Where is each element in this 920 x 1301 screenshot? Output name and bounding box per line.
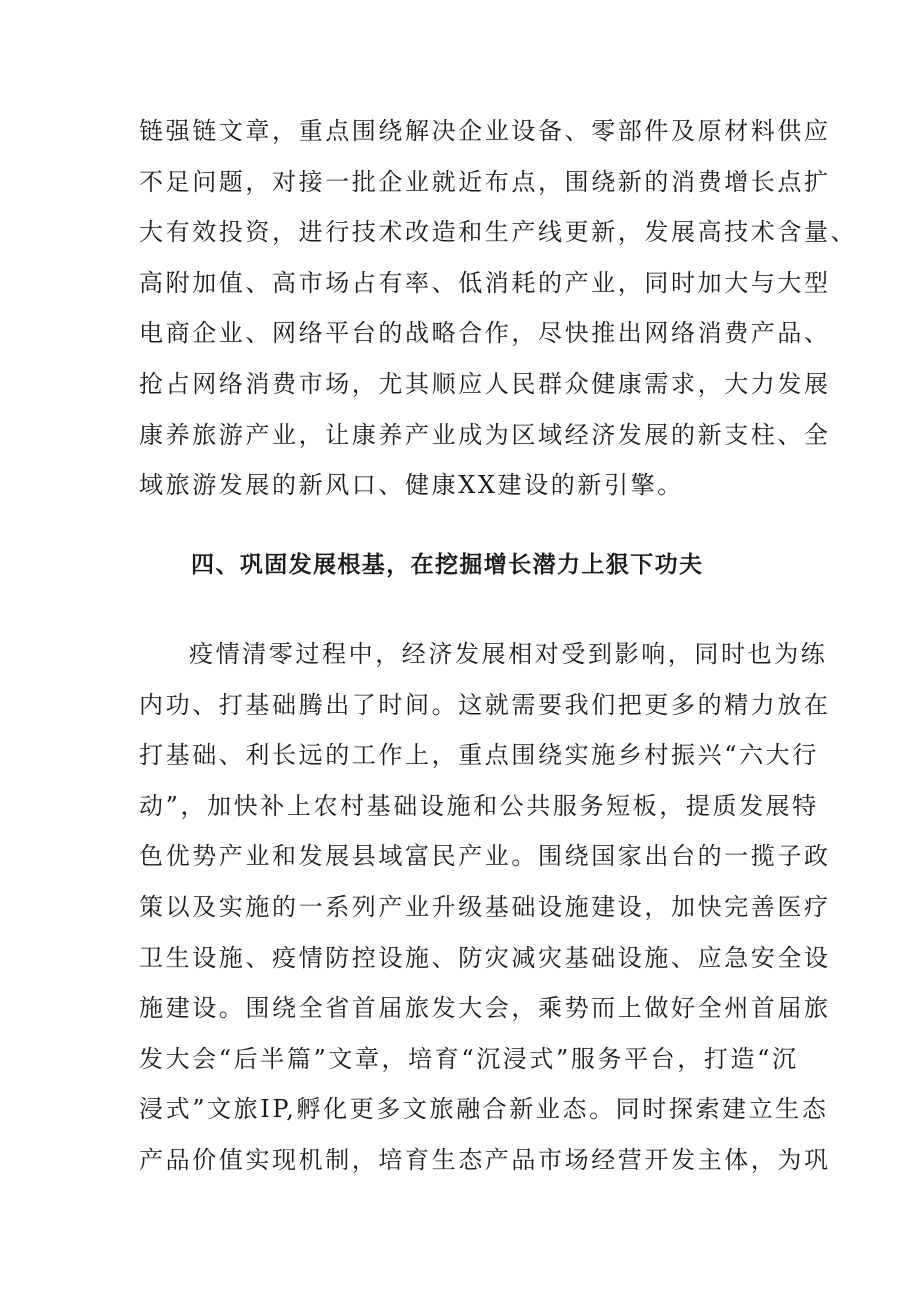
text-line: 康养旅游产业，让康养产业成为区域经济发展的新支柱、全 [139, 420, 831, 449]
text-line-first: 疫情清零过程中，经济发展相对受到影响，同时也为练 [189, 640, 828, 668]
text-line: 大有效投资，进行技术改造和生产线更新，发展高技术含量、 [139, 218, 858, 247]
text-line: 打基础、利长远的工作上，重点围绕实施乡村振兴“六大行 [139, 741, 819, 770]
body-paragraph-1 [139, 106, 858, 511]
text-line: 内功、打基础腾出了时间。这就需要我们把更多的精力放在 [139, 690, 831, 719]
text-line: 域旅游发展的新风口、健康XX建设的新引擎。 [139, 471, 684, 500]
text-line: 浸式”文旅IP,孵化更多文旅融合新业态。同时探索建立生态 [139, 1095, 829, 1124]
text-line: 卫生设施、疫情防控设施、防灾减灾基础设施、应急安全设 [139, 943, 831, 972]
text-line: 电商企业、网络平台的战略合作，尽快推出网络消费产品、 [139, 319, 831, 348]
text-line: 色优势产业和发展县域富民产业。围绕国家出台的一揽子政 [139, 842, 831, 871]
body-paragraph-2 [139, 629, 831, 1186]
text-line: 动”，加快补上农村基础设施和公共服务短板，提质发展特 [139, 791, 819, 820]
text-line: 抢占网络消费市场，尤其顺应人民群众健康需求，大力发展 [139, 369, 831, 398]
text-line: 不足问题，对接一批企业就近布点，围绕新的消费增长点扩 [139, 167, 831, 196]
section-heading: 四、巩固发展根基，在挖掘增长潜力上狠下功夫 [191, 552, 704, 578]
text-line: 施建设。围绕全省首届旅发大会，乘势而上做好全州首届旅 [139, 994, 831, 1023]
text-line: 高附加值、高市场占有率、低消耗的产业，同时加大与大型 [139, 268, 831, 297]
text-line: 链强链文章，重点围绕解决企业设备、零部件及原材料供应 [139, 117, 831, 145]
text-line: 策以及实施的一系列产业升级基础设施建设，加快完善医疗 [139, 892, 831, 921]
text-line: 发大会“后半篇”文章，培育“沉浸式”服务平台，打造“沉 [139, 1044, 799, 1073]
text-line: 产品价值实现机制，培育生态产品市场经营开发主体，为巩 [139, 1145, 831, 1174]
